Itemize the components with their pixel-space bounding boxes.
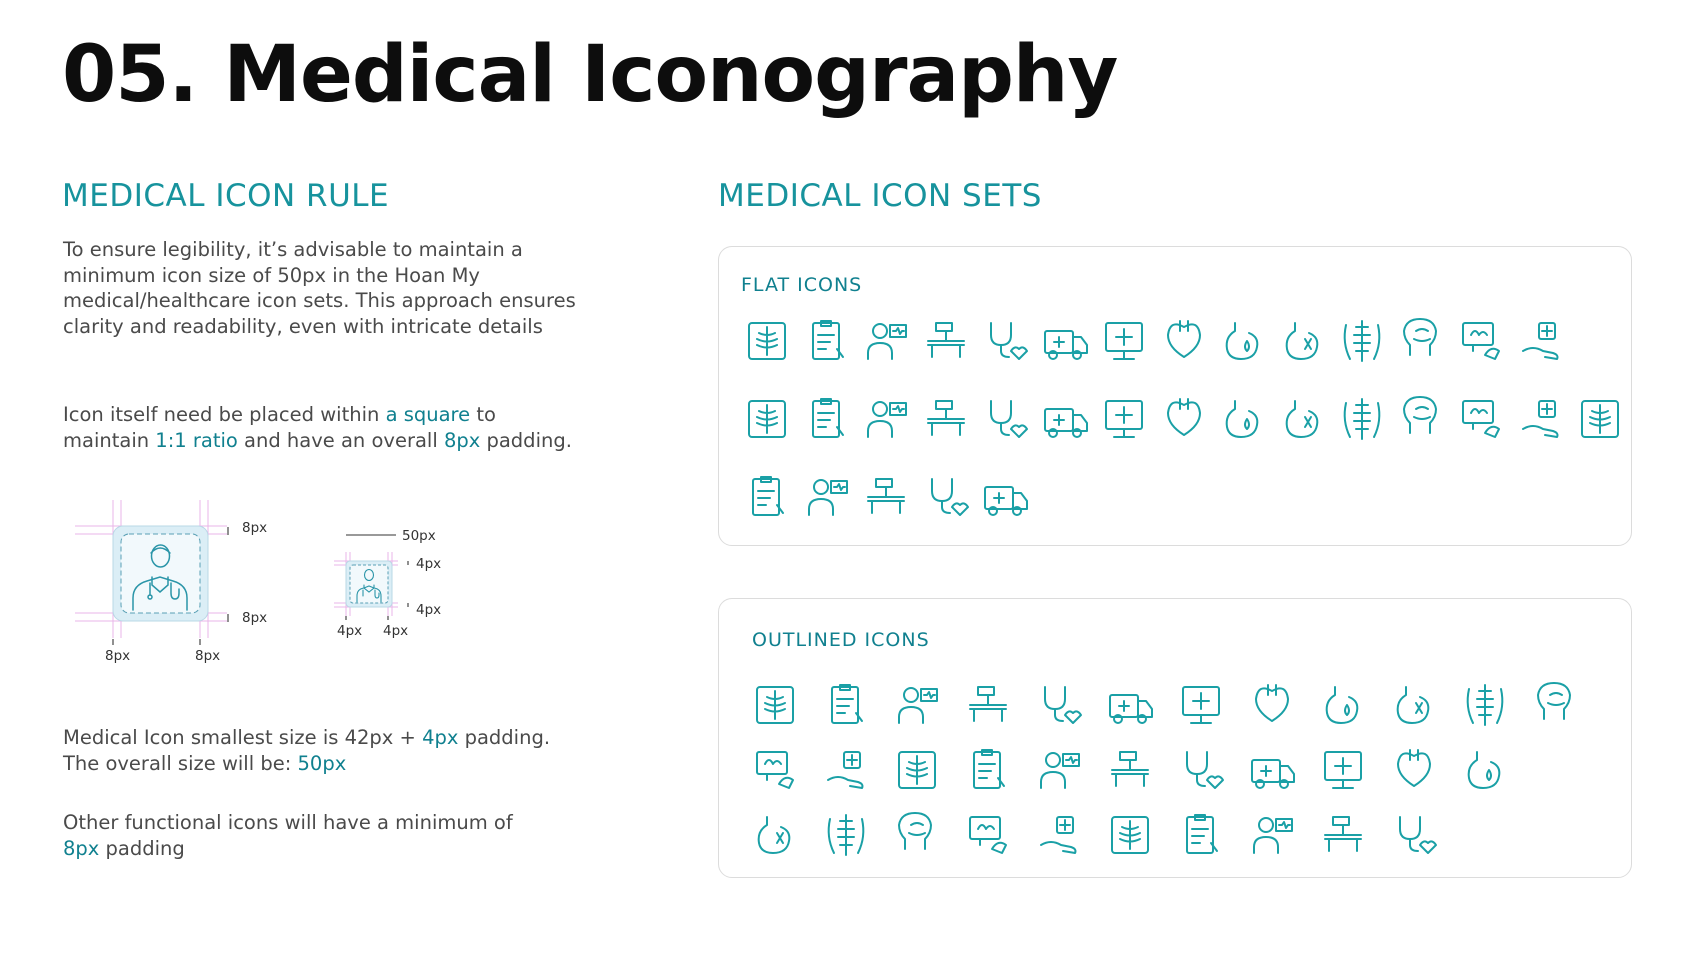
brain-head-icon	[1396, 315, 1448, 367]
face-profile-icon	[1098, 393, 1150, 445]
hospital-walk-icon	[1175, 744, 1227, 796]
large-pad-top-label: 8px	[242, 520, 268, 536]
small-pad-right-label: 4px	[383, 623, 409, 639]
ultrasound-pregnant-icon	[741, 393, 793, 445]
uterus-icon	[962, 679, 1014, 731]
eye-icon	[860, 471, 912, 523]
network-icon	[1317, 809, 1369, 861]
small-size-label: 50px	[402, 528, 436, 544]
page-title: 05. Medical Iconography	[62, 30, 1118, 120]
fetus-screen-icon	[979, 393, 1031, 445]
clipboard-pen-icon	[891, 809, 943, 861]
baby-icon	[801, 393, 853, 445]
injured-man-icon	[820, 744, 872, 796]
medical-monitor-icon	[1098, 315, 1150, 367]
pills-icon	[820, 679, 872, 731]
male-doctor-icon	[1246, 679, 1298, 731]
headset-icon	[1388, 744, 1440, 796]
syringe-icon	[860, 393, 912, 445]
xray-chest-icon	[741, 315, 793, 367]
nurse-icon	[1459, 679, 1511, 731]
stomach-icon	[1459, 744, 1511, 796]
large-pad-bottom-label: 8px	[242, 610, 268, 626]
old-woman-icon	[801, 471, 853, 523]
outlined-icons-title: OUTLINED ICONS	[752, 629, 930, 651]
man-badge-icon	[962, 744, 1014, 796]
woman-laptop-icon	[749, 744, 801, 796]
flat-icons-title: FLAT ICONS	[741, 274, 863, 296]
small-pad-left-label: 4px	[337, 623, 363, 639]
glasses-icon	[979, 471, 1031, 523]
kidneys-icon	[1455, 393, 1507, 445]
hospital-bed-icon	[920, 315, 972, 367]
info-icon	[1246, 744, 1298, 796]
dental-xray-icon	[741, 471, 793, 523]
medical-report-icon	[801, 315, 853, 367]
microscope-icon	[1574, 393, 1626, 445]
stethoscope-heart-icon	[979, 315, 1031, 367]
male-staff-icon	[1388, 679, 1440, 731]
rule-functional-text: Other functional icons will have a minimum of 8px padding	[63, 811, 513, 860]
mail-fast-icon	[820, 809, 872, 861]
spine-icon	[1336, 315, 1388, 367]
rule-heading: MEDICAL ICON RULE	[62, 178, 390, 214]
megaphone-icon	[962, 809, 1014, 861]
small-pad-bottom-label: 4px	[416, 602, 442, 618]
patient-monitor-icon	[1217, 393, 1269, 445]
mother-baby-icon	[1515, 393, 1567, 445]
female-doctor-icon	[1317, 679, 1369, 731]
fetus-circle-icon	[891, 679, 943, 731]
hospital-building-icon	[1033, 809, 1085, 861]
heartbeat-icon	[1158, 393, 1210, 445]
person-info-icon	[1246, 809, 1298, 861]
doctor-monitor-icon	[860, 315, 912, 367]
phone-vibrate-icon	[749, 809, 801, 861]
location-pin-icon	[1317, 744, 1369, 796]
patient-bed-icon	[1336, 393, 1388, 445]
stomach-ribbon-icon	[1277, 315, 1329, 367]
outlined-icons-card	[718, 598, 1632, 878]
child-icon	[1277, 393, 1329, 445]
eye-doctor-icon	[920, 471, 972, 523]
ultrasound-screen-icon	[1455, 315, 1507, 367]
hand-cross-icon	[1515, 315, 1567, 367]
injured-woman-icon	[891, 744, 943, 796]
rule-intro: To ensure legibility, it’s advisable to maintain a minimum icon size of 50px in the Hoan My medical/healthcare icon sets. This approach ensures clarity and readability, even with intricate details	[63, 238, 576, 338]
pregnancy-belly-icon	[920, 393, 972, 445]
clinic-icon	[1104, 809, 1156, 861]
doctor-star-icon	[1175, 809, 1227, 861]
rule-min-size-text: Medical Icon smallest size is 42px + 4px padding. The overall size will be: 50px	[63, 726, 551, 775]
family-icon	[1033, 744, 1085, 796]
throat-icon	[1039, 393, 1091, 445]
sets-heading: MEDICAL ICON SETS	[718, 178, 1042, 214]
ambulance-icon	[1039, 315, 1091, 367]
heart-organ-icon	[1158, 315, 1210, 367]
stomach-drop-icon	[1217, 315, 1269, 367]
large-pad-right-label: 8px	[195, 648, 221, 664]
hands-ribbon-icon	[1396, 393, 1448, 445]
flat-icons-card	[718, 246, 1632, 546]
rule-ratio-text: Icon itself need be placed within a square to maintain 1:1 ratio and have an overall 8px padding.	[63, 403, 572, 452]
sperm-egg-icon	[1033, 679, 1085, 731]
ent-doctor-icon	[1530, 679, 1582, 731]
small-pad-top-label: 4px	[416, 556, 442, 572]
intestine-icon	[749, 679, 801, 731]
large-pad-left-label: 8px	[105, 648, 131, 664]
invoice-icon	[1388, 809, 1440, 861]
body-virus-icon	[1175, 679, 1227, 731]
surgical-tools-icon	[1104, 679, 1156, 731]
calendar-icon	[1104, 744, 1156, 796]
